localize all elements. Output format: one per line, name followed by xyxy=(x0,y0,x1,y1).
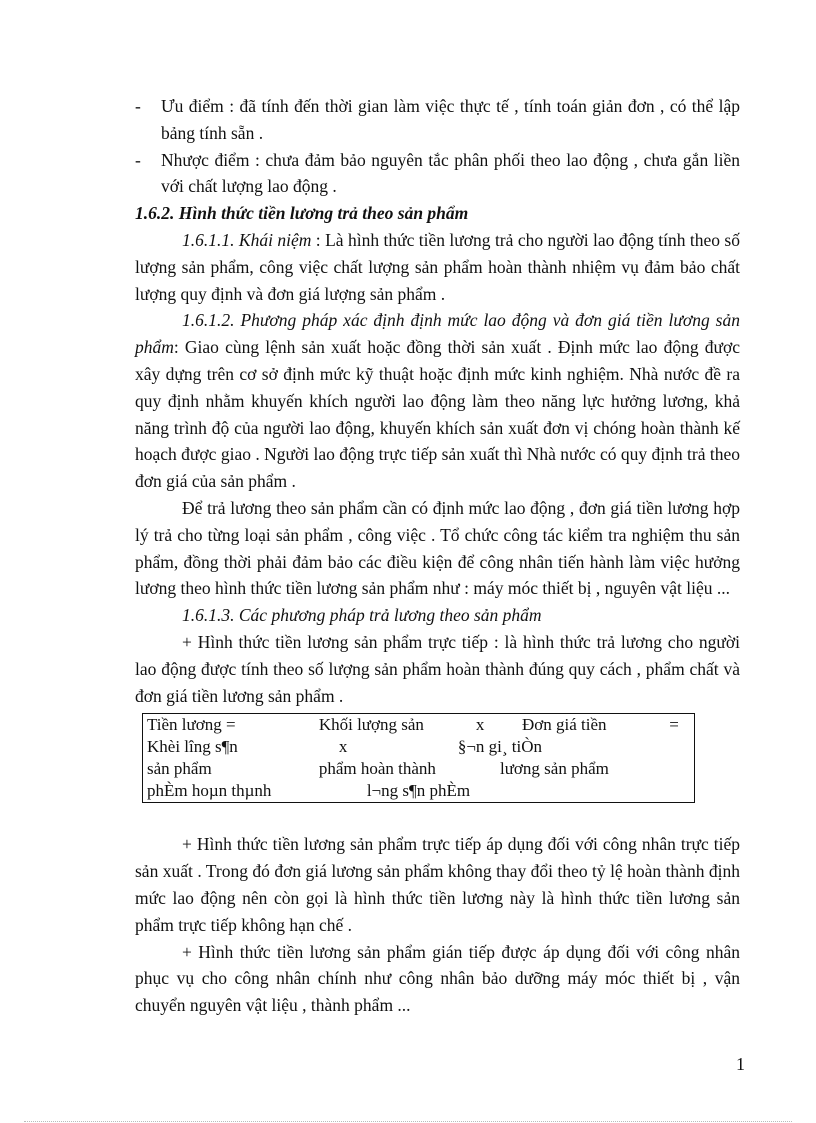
paragraph-label: 1.6.1.1. Khái niệm xyxy=(182,229,312,250)
formula-cell: lương sản phẩm xyxy=(499,759,609,779)
formula-cell: Tiền lương = xyxy=(147,715,236,735)
formula-cell: = xyxy=(669,715,679,735)
formula-cell: phÈm hoµn thµnh xyxy=(147,781,272,801)
formula-cell: x xyxy=(338,737,348,757)
bullet-text: Nhược điểm : chưa đảm bảo nguyên tắc phân phối theo lao động , chưa gắn liền với chất lượng lao động . xyxy=(161,149,740,197)
paragraph-indirect-wage: + Hình thức tiền lương sản phẩm gián tiếp được áp dụng đối với công nhân phục vụ cho công nhân chính như công nhân bảo dưỡng máy móc thiết bị , vận chuyển nguyên vật liệu , thành phẩm ... xyxy=(135,941,740,1016)
paragraph-label: 1.6.1.2. Phương pháp xác định định mức lao động và đơn giá tiền lương sản phẩm xyxy=(135,310,740,358)
bullet-dash: - xyxy=(135,96,141,116)
formula-row xyxy=(143,758,695,780)
paragraph-direct-applies: + Hình thức tiền lương sản phẩm trực tiếp áp dụng đối với công nhân trực tiếp sản xuất . Trong đó đơn giá lương sản phẩm không thay đổi theo tỷ lệ hoàn thành định mức lao động nên còn gọi là hình thức tiền lương này là hình thức tiền lương sản phẩm trực tiếp không hạn chế . xyxy=(135,834,740,935)
formula-box xyxy=(142,713,695,803)
subheading-methods: 1.6.1.3. Các phương pháp trả lương theo sản phẩm xyxy=(182,605,542,626)
formula-row xyxy=(143,736,695,758)
paragraph-direct-wage: + Hình thức tiền lương sản phẩm trực tiếp : là hình thức trả lương cho người lao động được tính theo số lượng sản phẩm hoàn thành đúng quy cách , phẩm chất và đơn giá tiền lương sản phẩm . xyxy=(135,631,740,706)
bullet-disadvantages xyxy=(135,147,740,201)
paragraph-definition xyxy=(135,227,740,307)
page-bottom-divider xyxy=(24,1121,792,1122)
formula-row xyxy=(143,714,695,737)
bullet-text: Ưu điểm : đã tính đến thời gian làm việc thực tế , tính toán giản đơn , có thể lập bảng tính sẵn . xyxy=(161,96,740,143)
bullet-dash: - xyxy=(135,149,141,170)
paragraph-text: : Giao cùng lệnh sản xuất hoặc đồng thời sản xuất . Định mức lao động được xây dựng trên cơ sở định mức kỹ thuật hoặc định mức kinh nghiệm. Nhà nước đề ra quy định nhằm khuyến khích người lao động làm theo năng lực hưởng lương, khả năng trình độ của người lao động, khuyến khích sản xuất đơn vị chóng hoàn thành kế hoạch được giao . Người lao động trực tiếp sản xuất thì Nhà nước có quy định trả theo đơn giá của sản phẩm . xyxy=(135,337,740,492)
formula-cell: §¬n gi¸ tiÒn xyxy=(457,737,543,757)
formula-cell: l¬ng s¶n phÈm xyxy=(366,781,471,801)
paragraph-conditions: Để trả lương theo sản phẩm cần có định mức lao động , đơn giá tiền lương hợp lý trả cho từng loại sản phẩm , công việc . Tổ chức công tác kiểm tra nghiệm thu sản phẩm, đồng thời phải đảm bảo các điều kiện để công nhân tiến hành làm việc hưởng lương theo hình thức tiền lương sản phẩm như : máy móc thiết bị , nguyên vật liệu ... xyxy=(135,497,740,599)
page-body xyxy=(135,93,740,1019)
paragraph-method xyxy=(135,307,740,495)
formula-cell: phẩm hoàn thành xyxy=(318,759,436,779)
spacer xyxy=(135,803,740,831)
bullet-advantages xyxy=(135,93,740,147)
formula-cell: Khèi lîng s¶n xyxy=(147,737,238,757)
paragraph-text: : Là hình thức tiền lương trả cho người lao động tính theo số lượng sản phẩm, công việc chất lượng sản phẩm hoàn thành nhiệm vụ đảm bảo chất lượng quy định và đơn giá lượng sản phẩm . xyxy=(135,229,740,304)
formula-row xyxy=(143,780,695,803)
section-heading: 1.6.2. Hình thức tiền lương trả theo sản phẩm xyxy=(135,203,469,224)
formula-cell: sản phẩm xyxy=(147,759,212,779)
page-number: 1 xyxy=(736,1054,745,1074)
formula-cell: x xyxy=(475,715,485,735)
formula-cell: Khối lượng sản xyxy=(318,715,424,735)
formula-cell: Đơn giá tiền xyxy=(521,715,607,735)
